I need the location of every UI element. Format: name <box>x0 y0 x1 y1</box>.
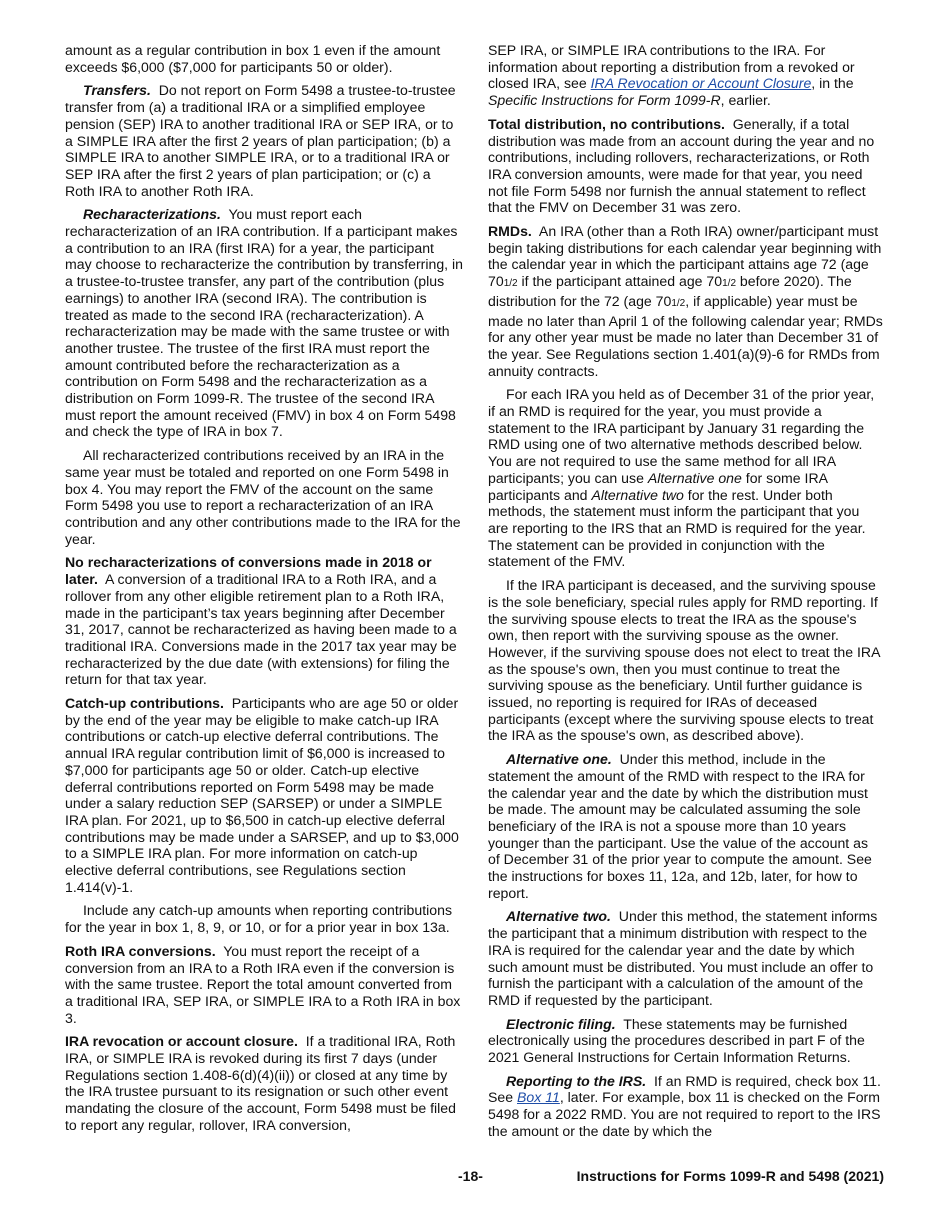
paragraph-electronic-filing <box>488 1016 883 1066</box>
paragraph-for-each-ira <box>488 386 883 570</box>
paragraph-reporting-to-irs <box>488 1073 883 1140</box>
paragraph-transfers <box>65 82 463 199</box>
text-continued-pre: SEP IRA, or SIMPLE IRA contributions to the IRA. For information about reporting a distribution from a revoked or closed IRA, see <box>488 42 855 92</box>
text-alternative-two-ref: Alternative two <box>591 486 684 503</box>
text-alternative-one: Under this method, include in the statement the amount of the RMD with respect to the IRA for the calendar year and the date by which the distribution must be made. The amount may be calculated assuming the sole beneficiary of the IRA is not a spouse more than 10 years younger than the participant. Use the value of the account as of December 31 of the prior year to compute the amount. See the instructions for boxes 11, 12a, and 12b, later, for how to report. <box>488 751 872 901</box>
paragraph-alternative-one <box>488 751 883 901</box>
paragraph-recharacterizations <box>65 206 463 440</box>
fraction-half-1: 1/2 <box>503 278 518 290</box>
heading-revocation: IRA revocation or account closure. <box>65 1033 298 1050</box>
paragraph-alternative-two <box>488 908 883 1008</box>
paragraph-catch-up <box>65 695 463 895</box>
paragraph-contribution-limit: amount as a regular contribution in box 1 even if the amount exceeds $6,000 ($7,000 for participants 50 or older). <box>65 42 441 75</box>
text-for-each-3: for the rest. Under both methods, the statement must inform the participant that you are reporting to the IRS that an RMD is required for the year. The statement can be provided in conjunction with the statement of the FMV. <box>488 486 866 570</box>
page-number: -18- <box>458 1168 483 1184</box>
text-total-distribution: Generally, if a total distribution was made from an account during the year and no contributions, including rollovers, recharacterizations, or Roth IRA conversion amounts, were made for that year, you need not file Form 5498 nor furnish the annual statement to reflect that the FMV on December 31 was zero. <box>488 115 875 216</box>
paragraph-deceased: If the IRA participant is deceased, and the surviving spouse is the sole beneficiary, special rules apply for RMD reporting. If the surviving spouse elects to treat the IRA as the spouse's own, then report with the surviving spouse as the owner. However, if the surviving spouse does not elect to treat the IRA as the spouse's own, then you must continue to treat the surviving spouse as the beneficiary. Until further guidance is issued, no reporting is required for IRAs of deceased participants (except where the surviving spouse elects to treat the IRA as the spouse's own, as described above). <box>488 577 880 744</box>
link-box-11[interactable]: Box 11 <box>517 1089 560 1106</box>
heading-recharacterizations: Recharacterizations. <box>83 206 221 223</box>
text-rmds-3: before 2020). The distribution for the 72 (age 70 <box>488 273 852 309</box>
text-specific-instructions: Specific Instructions for Form 1099-R <box>488 92 721 109</box>
text-electronic-filing: These statements may be furnished electronically using the procedures described in part F of the 2021 General Instructions for Certain Information Returns. <box>488 1015 865 1066</box>
text-rmds-4: , if applicable) year must be made no later than April 1 of the following calendar year; RMDs for any other year must be made no later than December 31 of the year. See Regulations section 1.401(a)(9)-6 for RMDs from annuity contracts. <box>488 292 883 379</box>
paragraph-revocation <box>65 1033 463 1133</box>
paragraph-total-distribution <box>488 116 883 216</box>
paragraph-no-recharacterizations <box>65 554 463 688</box>
text-roth-conversions: You must report the receipt of a conversion from an IRA to a Roth IRA even if the conversion is with the same trustee. Report the total amount converted from a traditional IRA, SEP IRA, or SIMPLE IRA to a Roth IRA in box 3. <box>65 942 461 1026</box>
fraction-half-3: 1/2 <box>671 297 686 309</box>
paragraph-roth-conversions <box>65 943 463 1027</box>
heading-total-distribution: Total distribution, no contributions. <box>488 115 725 132</box>
right-column <box>488 42 883 1147</box>
heading-catch-up: Catch-up contributions. <box>65 695 224 712</box>
text-for-each-2: for some IRA participants and <box>488 469 828 503</box>
text-no-recharacterizations: A conversion of a traditional IRA to a Roth IRA, and a rollover from any other eligible retirement plan to a Roth IRA, made in the participant’s tax years beginning after December 31, 2017, cannot be recharacterized as having been made to a traditional IRA. Conversions made in the 2017 tax year may be recharacterized by the due date (with extensions) for filing the return for that tax year. <box>65 571 457 688</box>
text-for-each-1: For each IRA you held as of December 31 of the prior year, if an RMD is required for the year, you must provide a statement to the IRA participant by January 31 regarding the RMD using one of two alternative methods described below. You are not required to use the same method for all IRA participants; you can use <box>488 386 875 486</box>
text-rmds-2: if the participant attained age 70 <box>517 273 723 290</box>
text-rmds-1: An IRA (other than a Roth IRA) owner/participant must begin taking distributions for each calendar year beginning with the calendar year in which the participant attains age 72 (age 70 <box>488 223 882 290</box>
heading-no-recharacterizations: No recharacterizations of conversions made in 2018 or later. <box>65 554 432 588</box>
text-alternative-one-ref: Alternative one <box>647 469 742 486</box>
paragraph-rmds <box>488 223 883 379</box>
paragraph-all-recharacterized: All recharacterized contributions received by an IRA in the same year must be totaled and reported on one Form 5498 in box 4. You may report the FMV of the account on the same Form 5498 you use to report a recharacterization of an IRA contribution and any other contributions made to the IRA for the year. <box>65 447 461 547</box>
text-reporting-2: , later. For example, box 11 is checked on the Form 5498 for a 2022 RMD. You are not required to report to the IRS the amount or the date by which the <box>488 1089 881 1139</box>
heading-rmds: RMDs. <box>488 223 532 240</box>
heading-reporting-to-irs: Reporting to the IRS. <box>506 1072 647 1089</box>
link-ira-revocation[interactable]: IRA Revocation or Account Closure <box>590 75 812 92</box>
fraction-half-2: 1/2 <box>722 278 737 290</box>
heading-electronic-filing: Electronic filing. <box>506 1015 616 1032</box>
heading-roth-conversions: Roth IRA conversions. <box>65 942 216 959</box>
heading-alternative-one: Alternative one. <box>506 751 612 768</box>
text-catch-up: Participants who are age 50 or older by the end of the year may be eligible to make catch-up IRA contributions or catch-up elective deferral contributions. The annual IRA regular contribution limit of $6,000 is increased to $7,000 for participants age 50 or older. Catch-up elective deferral contributions reported on Form 5498 may be made under a salary reduction SEP (SARSEP) or under a SIMPLE IRA plan. For 2021, up to $6,500 in catch-up elective deferral contributions may be made under a SARSEP, and up to $3,000 to a SIMPLE IRA plan. For more information on catch-up elective deferral contributions, see Regulations section 1.414(v)-1. <box>65 695 459 895</box>
text-recharacterizations: You must report each recharacterization of an IRA contribution. If a participant makes a contribution to an IRA (first IRA) for a year, the participant may choose to recharacterize the contribution by transferring, in a trustee-to-trustee transfer, any part of the contribution (plus earnings) to another IRA (second IRA). The contribution is treated as made to the second IRA (recharacterization). A recharacterization may be made with the same trustee or with another trustee. The trustee of the first IRA must report the amount contributed before the recharacterization as a contribution on Form 5498 and the recharacterization as a distribution on Form 1099-R. The trustee of the second IRA must report the amount received (FMV) in box 4 on Form 5498 and check the type of IRA in box 7. <box>65 206 463 440</box>
text-alternative-two: Under this method, the statement informs the participant that a minimum distribution with respect to the IRA is required for the calendar year and the date by which such amount must be distributed. You must include an offer to furnish the participant with a calculation of the amount of the RMD if requested by the participant. <box>488 908 878 1008</box>
left-column <box>65 42 463 1141</box>
text-revocation: If a traditional IRA, Roth IRA, or SIMPLE IRA is revoked during its first 7 days (under Regulations section 1.408-6(d)(4)(ii)) or closed at any time by the IRA trustee pursuant to its resignation or such other event mandating the closure of the account, Form 5498 must be filed to report any regular, rollover, IRA conversion, <box>65 1033 456 1133</box>
heading-transfers: Transfers. <box>83 82 151 99</box>
heading-alternative-two: Alternative two. <box>506 908 611 925</box>
text-transfers: Do not report on Form 5498 a trustee-to-trustee transfer from (a) a traditional IRA or a simplified employee pension (SEP) IRA to another traditional IRA or SEP IRA, or to a SIMPLE IRA after the first 2 years of plan participation; (b) a SIMPLE IRA to another SIMPLE IRA, or to a traditional IRA or SEP IRA after the first 2 years of plan participation; or (c) a Roth IRA to another Roth IRA. <box>65 82 456 199</box>
paragraph-include-catch-up: Include any catch-up amounts when reporting contributions for the year in box 1, 8, 9, or 10, or for a prior year in box 13a. <box>65 902 453 936</box>
text-reporting-1: If an RMD is required, check box 11. See <box>488 1072 881 1106</box>
text-continued-post: , earlier. <box>720 92 771 109</box>
text-continued-mid: , in the <box>811 75 854 92</box>
paragraph-revoked-continued <box>488 42 883 109</box>
footer-title: Instructions for Forms 1099-R and 5498 (2021) <box>576 1168 884 1184</box>
